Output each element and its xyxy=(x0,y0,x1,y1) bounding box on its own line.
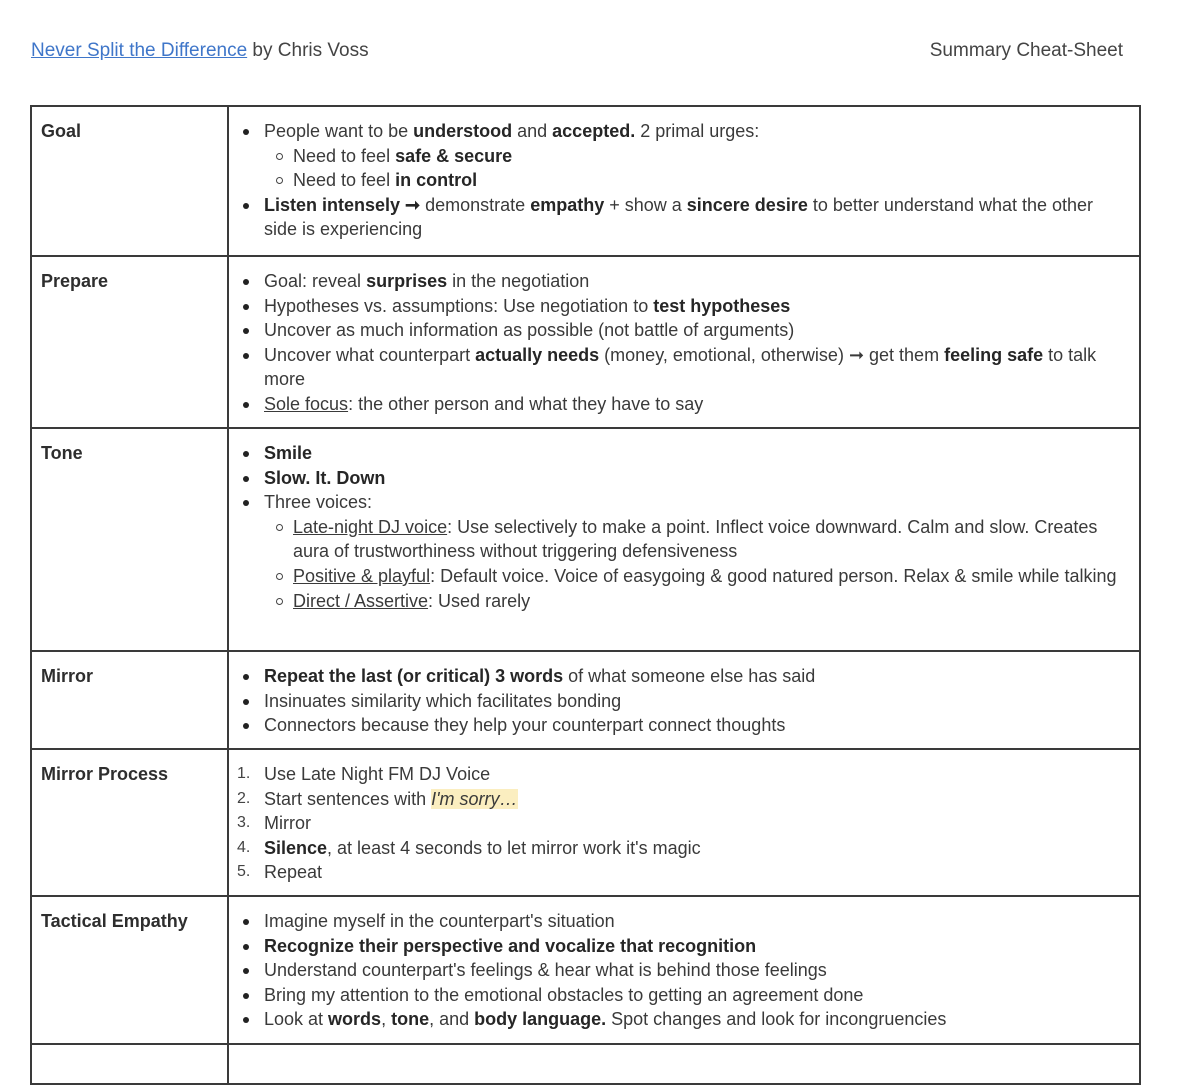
table-row-cut-off xyxy=(31,1044,1140,1084)
text-run: Repeat xyxy=(264,862,323,883)
text-run: of what someone else has said xyxy=(563,666,816,686)
bold-text: Smile xyxy=(264,443,313,463)
bold-text: words xyxy=(328,1009,382,1030)
text-run: Uncover as much information as possible (not battle of arguments) xyxy=(264,320,795,341)
underlined-text: Positive & playful xyxy=(293,565,431,586)
bold-text: Silence xyxy=(264,837,328,858)
bold-text: Listen intensely ➞ xyxy=(264,194,421,215)
bold-text: understood xyxy=(413,121,513,141)
table-row-mirror xyxy=(31,651,1140,749)
header-left xyxy=(31,40,369,62)
table-row-prepare xyxy=(31,256,1140,428)
book-title-link[interactable]: Never Split the Difference xyxy=(31,40,248,61)
list-item xyxy=(237,343,1129,392)
sub-list-item xyxy=(264,515,1129,564)
text-run: , at least 4 seconds to let mirror work it's magic xyxy=(327,837,701,858)
row-label-empty xyxy=(31,1044,228,1084)
text-run: Bring my attention to the emotional obstacles to getting an agreement done xyxy=(264,984,864,1005)
list-item xyxy=(237,1007,1129,1032)
text-run: Start sentences with xyxy=(264,788,432,809)
document-header xyxy=(31,40,1123,66)
item-number: 2. xyxy=(237,789,251,807)
highlighted-text: I'm sorry… xyxy=(431,788,518,809)
item-number: 1. xyxy=(237,765,251,782)
sub-list-item xyxy=(264,564,1129,589)
text-run: Goal: reveal xyxy=(264,271,367,291)
text-run: Look at xyxy=(264,1009,329,1030)
sub-list-item xyxy=(264,168,1129,193)
text-run: to better understand what the other side is experiencing xyxy=(264,194,1094,240)
list-item xyxy=(237,909,1129,934)
text-run: demonstrate xyxy=(420,194,531,215)
table-row-tactical-empathy xyxy=(31,896,1140,1044)
text-run: Insinuates similarity which facilitates bonding xyxy=(264,690,622,711)
row-label-prepare: Prepare xyxy=(31,256,228,428)
text-run: Imagine myself in the counterpart's situation xyxy=(264,911,615,931)
row-label-goal: Goal xyxy=(31,106,228,256)
row-label-mirror: Mirror xyxy=(31,651,228,749)
bold-text: test hypotheses xyxy=(653,295,791,316)
list-item xyxy=(237,193,1129,242)
text-run: Uncover what counterpart xyxy=(264,344,476,365)
author-text: by Chris Voss xyxy=(247,40,369,61)
row-content-tactical-empathy xyxy=(228,896,1140,1044)
bold-text: Recognize their perspective and vocalize that recognition xyxy=(264,935,757,956)
numbered-item xyxy=(237,860,1129,885)
row-label-tone: Tone xyxy=(31,428,228,651)
text-run: 2 primal urges: xyxy=(635,121,760,141)
text-run: : Use selectively to make a point. Inflect voice downward. Calm and slow. Creates aura of trustworthiness without triggering defensiveness xyxy=(293,516,1098,562)
numbered-item xyxy=(237,811,1129,836)
text-run: People want to be xyxy=(264,121,414,141)
text-run: Three voices: xyxy=(264,492,373,513)
text-run: (money, emotional, otherwise) ➞ get them xyxy=(599,344,945,365)
list-item xyxy=(237,269,1129,294)
text-run: and xyxy=(512,121,553,141)
item-number: 5. xyxy=(237,863,251,881)
text-run: Need to feel xyxy=(293,145,396,166)
text-run: in the negotiation xyxy=(447,271,590,291)
numbered-item xyxy=(237,836,1129,861)
text-run: , xyxy=(381,1009,392,1030)
text-run: Need to feel xyxy=(293,170,396,191)
text-run: Mirror xyxy=(264,813,311,834)
list-item xyxy=(237,294,1129,319)
list-item xyxy=(237,318,1129,343)
bold-text: body language. xyxy=(474,1009,607,1030)
text-run: Connectors because they help your counterpart connect thoughts xyxy=(264,715,786,736)
item-number: 4. xyxy=(237,838,251,856)
row-content-mirror-process xyxy=(228,749,1140,896)
bold-text: feeling safe xyxy=(944,344,1044,365)
bold-text: safe & secure xyxy=(395,145,513,166)
row-label-mirror-process: Mirror Process xyxy=(31,749,228,896)
bold-text: in control xyxy=(395,170,478,191)
text-run: Understand counterpart's feelings & hear what is behind those feelings xyxy=(264,960,827,981)
header-right-title: Summary Cheat-Sheet xyxy=(929,40,1123,61)
underlined-text: Direct / Assertive xyxy=(293,590,429,611)
list-item xyxy=(237,958,1129,983)
row-content-mirror xyxy=(228,651,1140,749)
bold-text: tone xyxy=(391,1009,430,1030)
bold-text: surprises xyxy=(366,271,448,291)
cheat-sheet-table xyxy=(30,105,1141,1085)
list-item xyxy=(237,983,1129,1008)
text-run: : Default voice. Voice of easygoing & good natured person. Relax & smile while talking xyxy=(430,565,1117,586)
row-content-tone xyxy=(228,428,1140,651)
sub-list-item xyxy=(264,589,1129,614)
list-item xyxy=(237,466,1129,491)
table-row-goal xyxy=(31,106,1140,256)
bold-text: empathy xyxy=(530,194,605,215)
list-item xyxy=(237,689,1129,714)
row-content-prepare xyxy=(228,256,1140,428)
bold-text: sincere desire xyxy=(686,194,808,215)
list-item xyxy=(237,934,1129,959)
list-item xyxy=(237,664,1129,689)
text-run: Use Late Night FM DJ Voice xyxy=(264,764,491,784)
list-item xyxy=(237,119,1129,193)
list-item xyxy=(237,392,1129,417)
bold-text: accepted. xyxy=(552,121,636,141)
row-content-goal xyxy=(228,106,1140,256)
text-run: Hypotheses vs. assumptions: Use negotiation to xyxy=(264,295,654,316)
row-label-tactical-empathy: Tactical Empathy xyxy=(31,896,228,1044)
sub-list-item xyxy=(264,144,1129,169)
text-run: , and xyxy=(429,1009,475,1030)
list-item xyxy=(237,490,1129,613)
bold-text: Slow. It. Down xyxy=(264,467,386,488)
numbered-item xyxy=(237,762,1129,787)
numbered-item xyxy=(237,787,1129,812)
text-run: Spot changes and look for incongruencies xyxy=(606,1009,947,1030)
text-run: + show a xyxy=(604,194,687,215)
list-item xyxy=(237,441,1129,466)
table-row-tone xyxy=(31,428,1140,651)
bold-text: Repeat the last (or critical) 3 words xyxy=(264,666,564,686)
row-content-empty xyxy=(228,1044,1140,1084)
text-run: to talk more xyxy=(264,344,1097,390)
text-run: : the other person and what they have to say xyxy=(348,393,704,414)
underlined-text: Sole focus xyxy=(264,393,349,414)
list-item xyxy=(237,713,1129,738)
item-number: 3. xyxy=(237,814,251,832)
text-run: : Used rarely xyxy=(428,590,531,611)
underlined-text: Late-night DJ voice xyxy=(293,516,448,537)
bold-text: actually needs xyxy=(475,344,600,365)
table-row-mirror-process xyxy=(31,749,1140,896)
